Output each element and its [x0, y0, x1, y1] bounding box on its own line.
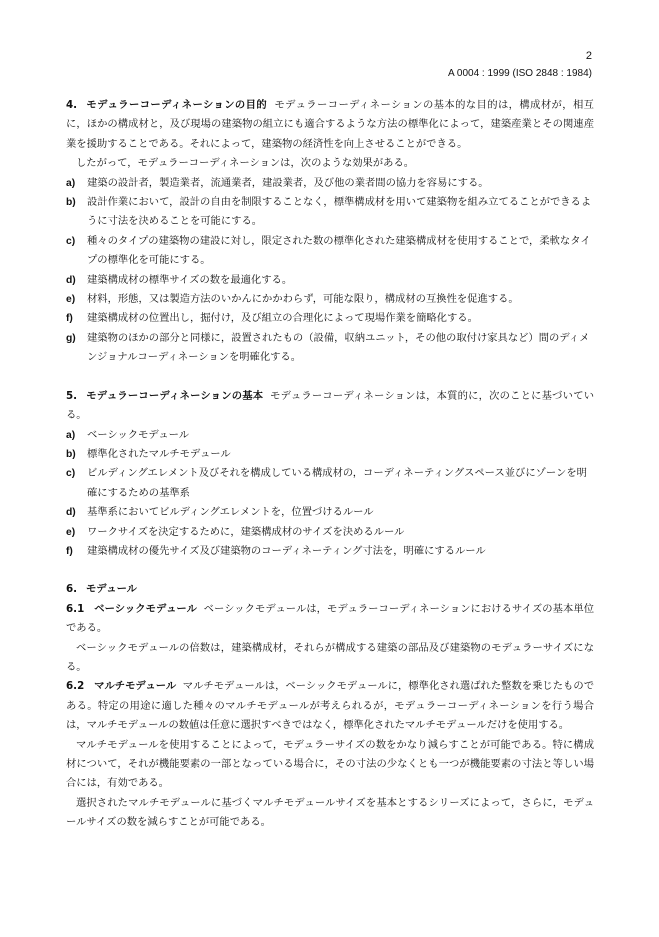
list-item-label: a): [66, 429, 76, 441]
subsection-6-1: [66, 600, 594, 639]
standard-identifier: A 0004 : 1999 (ISO 2848 : 1984): [448, 68, 592, 79]
list-item-text: 建築構成材の優先サイズ及び建築物のコーディネーティング寸法を，明確にするルール: [87, 544, 486, 557]
list-item-text: 基準系においてビルディングエレメントを，位置づけるルール: [87, 506, 374, 519]
list-item: [66, 426, 594, 445]
section-6-number: 6.: [66, 583, 78, 596]
section-5-intro: [66, 387, 594, 426]
section-4-number: 4.: [66, 99, 78, 111]
subsection-6-2-para3: 選択されたマルチモデュールに基づくマルチモデュールサイズを基本とするシリーズによって，さらに，モデュールサイズの数を減らすことが可能である。: [66, 796, 594, 829]
list-item-text: 建築の設計者，製造業者，流通業者，建設業者，及び他の業者間の協力を容易にする。: [87, 176, 489, 189]
list-item: [66, 309, 594, 328]
list-item-label: c): [66, 468, 76, 480]
section-5-intro-text: モデュラーコーディネーションは，本質的に，次のことに基づいている。: [66, 389, 594, 422]
list-item: [66, 290, 594, 309]
section-4-title: モデュラーコーディネーションの目的: [86, 99, 268, 111]
list-item-text: 種々のタイプの建築物の建設に対し，限定された数の標準化された建築構成材を使用することで，柔軟なタイプの標準化を可能にする。: [87, 234, 591, 267]
section-5-number: 5.: [66, 389, 78, 402]
subsection-6-2-para2: マルチモデュールを使用することによって，モデュラーサイズの数をかなり減らすことが可能である。特に構成材について，それが機能要素の一部となっている場合に，その寸法の少なくとも一つが機能要素の寸法と等しい場合には，有効である。: [66, 738, 594, 790]
list-item-text: 建築構成材の位置出し，掘付け，及び組立の合理化によって現場作業を簡略化する。: [87, 312, 478, 325]
list-item: [66, 542, 594, 561]
page-number: 2: [585, 50, 592, 62]
list-item: [66, 329, 594, 368]
list-item-text: ビルディングエレメント及びそれを構成している構成材の，コーディネーティングスペース並びにゾーンを明確にするための基準系: [87, 467, 587, 499]
section-6-heading: [66, 580, 594, 599]
list-item-label: d): [66, 507, 76, 519]
section-4-lead: したがって，モデュラーコーディネーションは，次のような効果がある。: [76, 157, 415, 170]
section-4-intro-text: モデュラーコーディネーションの基本的な目的は，構成材が，相互に，ほかの構成材と，及び現場の建築物の組立にも適合するような方法の標準化によって，建築産業とその関連産業を援助することである。それによって，建築物の経済性を向上させることができる。: [66, 99, 594, 150]
list-item-label: e): [66, 294, 76, 306]
list-item-label: f): [66, 313, 73, 325]
list-item-text: 建築物のほかの部分と同様に，設置されたもの（設備，収納ユニット，その他の取付け家具など）間のディメンジョナルコーディネーションを明確化する。: [87, 331, 590, 364]
subsection-6-2: [66, 677, 594, 735]
list-item: [66, 464, 594, 503]
list-item-label: a): [66, 177, 76, 189]
list-item: [66, 193, 594, 232]
list-item-label: c): [66, 235, 76, 247]
subsection-6-1-number: 6.1: [66, 602, 85, 615]
list-item: [66, 503, 594, 522]
list-item-label: e): [66, 526, 76, 538]
list-item: [66, 523, 594, 542]
subsection-6-1-text: ベーシックモデュールは，モデュラーコーディネーションにおけるサイズの基本単位である。: [66, 602, 595, 635]
subsection-6-2-text: マルチモデュールは，ベーシックモデュールに，標準化され選ばれた整数を乗じたものである。特定の用途に適した種々のマルチモデュールが考えられるが，モデュラーコーディネーションを行う場合は，マルチモデュールの数値は任意に選択すべきではなく，標準化されたマルチモデュールだけを使用する。: [66, 680, 594, 732]
section-spacer: [66, 368, 594, 387]
list-item-text: 材料，形態，又は製造方法のいかんにかかわらず，可能な限り，構成材の互換性を促進する。: [87, 293, 519, 306]
list-item-text: ワークサイズを決定するために，建築構成材のサイズを決めるルール: [87, 525, 405, 538]
list-item: [66, 174, 594, 193]
list-item-label: d): [66, 274, 76, 286]
subsection-6-2-title: マルチモデュール: [94, 680, 177, 693]
list-item-label: b): [66, 448, 76, 460]
subsection-6-2-number: 6.2: [66, 680, 85, 693]
subsection-6-1-para2: ベーシックモデュールの倍数は，建築構成材，それらが構成する建築の部品及び建築物のモデュラーサイズになる。: [66, 641, 594, 673]
list-item-label: f): [66, 545, 73, 557]
list-item-label: g): [66, 332, 76, 344]
section-spacer: [66, 561, 594, 580]
document-body: [66, 96, 594, 833]
subsection-6-1-title: ベーシックモデュール: [94, 602, 197, 615]
section-4-intro: [66, 96, 594, 154]
list-item: [66, 271, 594, 290]
list-item: [66, 445, 594, 464]
list-item-text: 建築構成材の標準サイズの数を最適化する。: [87, 273, 293, 286]
list-item: [66, 232, 594, 271]
list-item-text: 設計作業において，設計の自由を制限することなく，標準構成材を用いて建築物を組み立てることができるように寸法を決めることを可能にする。: [87, 196, 592, 228]
list-item-label: b): [66, 197, 76, 209]
list-item-text: ベーシックモデュール: [87, 428, 190, 441]
section-6-title: モデュール: [86, 583, 137, 596]
list-item-text: 標準化されたマルチモデュール: [87, 447, 231, 460]
section-5-title: モデュラーコーディネーションの基本: [86, 389, 264, 402]
